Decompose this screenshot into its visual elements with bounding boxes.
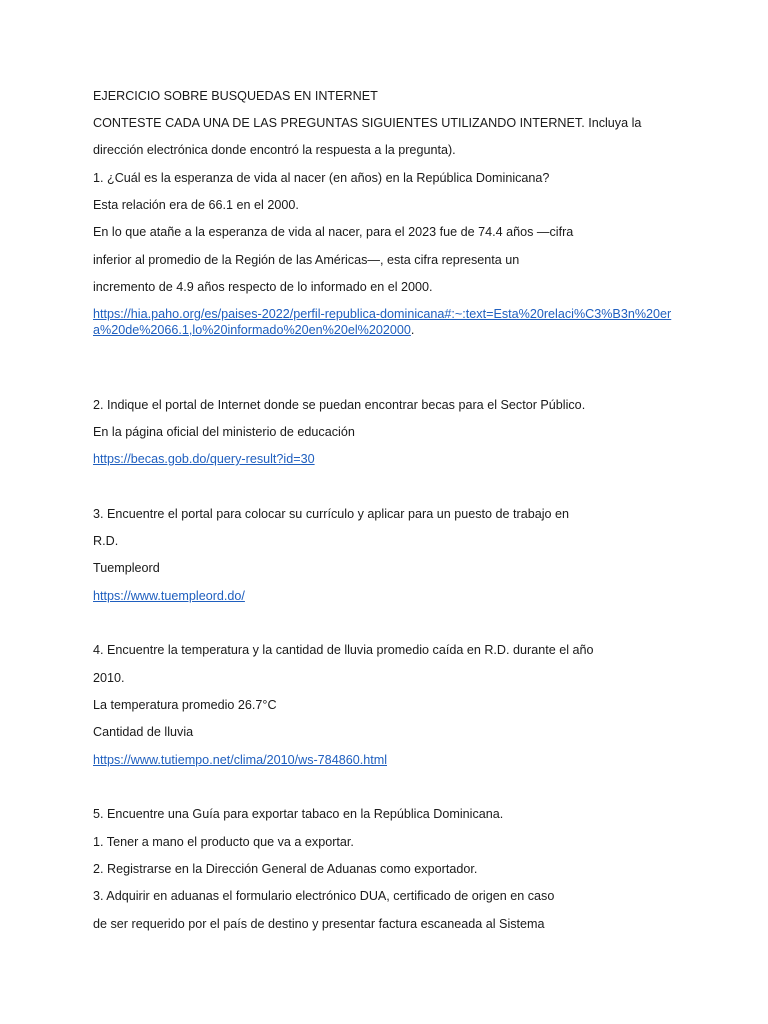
question-3-line-1: 3. Encuentre el portal para colocar su currículo y aplicar para un puesto de trabajo en: [93, 507, 570, 521]
answer-1-line-3: inferior al promedio de la Región de las Américas—, esta cifra representa un: [93, 253, 520, 267]
answer-1-link-suffix: .: [410, 323, 415, 337]
answer-4-line-1: La temperatura promedio 26.7°C: [93, 698, 277, 712]
answer-5-step-3: 3. Adquirir en aduanas el formulario electrónico DUA, certificado de origen en caso: [93, 889, 555, 903]
question-4-line-2: 2010.: [93, 671, 125, 685]
answer-1-line-1: Esta relación era de 66.1 en el 2000.: [93, 198, 299, 212]
document-title: EJERCICIO SOBRE BUSQUEDAS EN INTERNET: [93, 89, 378, 103]
question-2: 2. Indique el portal de Internet donde se puedan encontrar becas para el Sector Público.: [93, 398, 586, 412]
answer-4-link[interactable]: https://www.tutiempo.net/clima/2010/ws-784860.html: [93, 753, 387, 767]
answer-1-link-block: [93, 306, 673, 338]
answer-1-line-2: En lo que atañe a la esperanza de vida al nacer, para el 2023 fue de 74.4 años —cifra: [93, 225, 574, 239]
question-5: 5. Encuentre una Guía para exportar tabaco en la República Dominicana.: [93, 807, 504, 821]
answer-3-line-1: Tuempleord: [93, 561, 160, 575]
question-4-line-1: 4. Encuentre la temperatura y la cantidad de lluvia promedio caída en R.D. durante el año: [93, 643, 594, 657]
instructions-line-2: dirección electrónica donde encontró la respuesta a la pregunta).: [93, 143, 456, 157]
question-3-line-2: R.D.: [93, 534, 119, 548]
answer-2-line-1: En la página oficial del ministerio de educación: [93, 425, 355, 439]
answer-1-line-4: incremento de 4.9 años respecto de lo informado en el 2000.: [93, 280, 433, 294]
answer-5-step-2: 2. Registrarse en la Dirección General de Aduanas como exportador.: [93, 862, 478, 876]
answer-3-link[interactable]: https://www.tuempleord.do/: [93, 589, 245, 603]
question-1: 1. ¿Cuál es la esperanza de vida al nacer (en años) en la República Dominicana?: [93, 171, 550, 185]
instructions-line-1: CONTESTE CADA UNA DE LAS PREGUNTAS SIGUIENTES UTILIZANDO INTERNET. Incluya la: [93, 116, 642, 130]
answer-2-link[interactable]: https://becas.gob.do/query-result?id=30: [93, 452, 315, 466]
answer-5-step-1: 1. Tener a mano el producto que va a exportar.: [93, 835, 354, 849]
answer-1-link[interactable]: https://hia.paho.org/es/paises-2022/perfil-republica-dominicana#:~:text=Esta%20relaci%C3%B3n%20era%20de%2066.1,lo%20informado%20en%20el%202000: [93, 307, 672, 337]
answer-4-line-2: Cantidad de lluvia: [93, 725, 194, 739]
answer-5-step-3-continued: de ser requerido por el país de destino y presentar factura escaneada al Sistema: [93, 917, 545, 931]
